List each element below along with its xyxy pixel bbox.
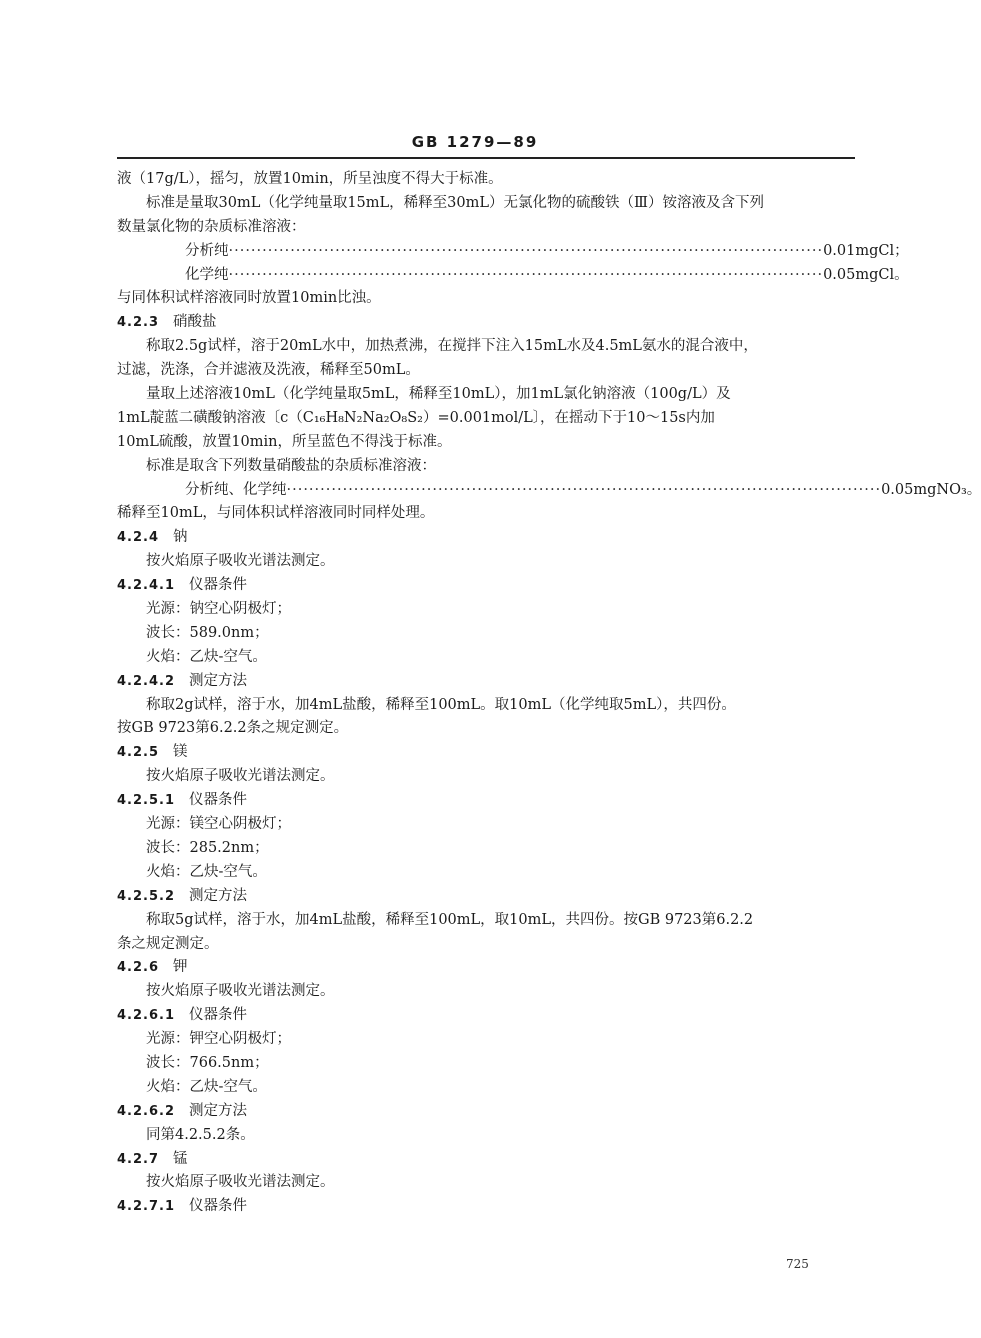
text-line: 稀释至10mL，与同体积试样溶液同时同样处理。 <box>117 505 435 522</box>
section-heading <box>117 311 857 335</box>
leader-value: 0.05mgNO₃。 <box>881 481 981 498</box>
text-line: 量取上述溶液10mL（化学纯量取5mL，稀释至10mL），加1mL氯化钠溶液（100g/L）及 <box>146 386 731 403</box>
section-title: 仪器条件 <box>189 1007 247 1024</box>
section-title: 仪器条件 <box>189 1198 247 1215</box>
document-body <box>117 168 981 1219</box>
text-line: 10mL硫酸，放置10min，所呈蓝色不得浅于标准。 <box>117 433 452 450</box>
section-title: 仪器条件 <box>189 792 247 809</box>
text-line: 标准是取含下列数量硝酸盐的杂质标准溶液： <box>146 457 436 474</box>
text-line: 液（17g/L），摇匀，放置10min，所呈浊度不得大于标准。 <box>117 171 503 187</box>
text-line: 过滤，洗涤，合并滤液及洗液，稀释至50mL。 <box>117 362 420 379</box>
section-title: 测定方法 <box>189 672 247 689</box>
section-heading <box>117 526 857 550</box>
leader-value: 0.01mgCl； <box>823 242 909 259</box>
text-line: 标准是量取30mL（化学纯量取15mL，稀释至30mL）无氯化物的硫酸铁（Ⅲ）铵溶液及含下列 <box>146 194 764 211</box>
section-number: 4.2.3 <box>117 315 160 331</box>
section-number: 4.2.4 <box>117 530 160 546</box>
section-heading <box>117 670 857 694</box>
text-line: 称取5g试样，溶于水，加4mL盐酸，稀释至100mL，取10mL，共四份。按GB 9723第6.2.2 <box>146 911 754 928</box>
text-line: 波长：589.0nm； <box>146 624 269 641</box>
leader-dots: ·········································································································· <box>228 242 824 259</box>
leader-label: 分析纯、化学纯 <box>185 481 287 498</box>
header-rule <box>117 157 855 159</box>
section-heading <box>117 1100 857 1124</box>
text-line: 条之规定测定。 <box>117 935 219 952</box>
section-title: 钾 <box>173 959 188 976</box>
section-number: 4.2.4.1 <box>117 578 175 594</box>
section-title: 硝酸盐 <box>173 314 217 331</box>
text-line: 光源：钠空心阴极灯； <box>146 601 291 618</box>
section-number: 4.2.5.2 <box>117 888 175 904</box>
section-number: 4.2.5 <box>117 745 160 761</box>
leader-value: 0.05mgCl。 <box>823 266 909 283</box>
text-line: 按GB 9723第6.2.2条之规定测定。 <box>117 720 349 737</box>
section-title: 锰 <box>173 1150 188 1167</box>
text-line: 按火焰原子吸收光谱法测定。 <box>146 1174 335 1191</box>
text-line: 光源：镁空心阴极灯； <box>146 816 291 833</box>
text-line: 火焰：乙炔-空气。 <box>146 648 267 665</box>
text-line: 火焰：乙炔-空气。 <box>146 863 267 880</box>
text-line: 火焰：乙炔-空气。 <box>146 1078 267 1095</box>
leader-label: 分析纯 <box>185 242 229 259</box>
section-number: 4.2.6.1 <box>117 1008 175 1024</box>
text-line: 波长：285.2nm； <box>146 839 269 856</box>
section-number: 4.2.6.2 <box>117 1103 175 1119</box>
leader-dots: ·········································································································· <box>286 481 882 498</box>
section-title: 测定方法 <box>189 1102 247 1119</box>
section-number: 4.2.6 <box>117 960 160 976</box>
section-number: 4.2.7.1 <box>117 1199 175 1215</box>
leader-line <box>117 240 909 264</box>
section-number: 4.2.7 <box>117 1151 160 1167</box>
section-heading <box>117 1004 857 1028</box>
text-line: 1mL靛蓝二磺酸钠溶液〔c（C₁₆H₈N₂Na₂O₈S₂）=0.001mol/L〕，在摇动下于10～15s内加 <box>117 409 715 426</box>
section-title: 仪器条件 <box>189 577 247 594</box>
page-header: GB 1279—89 <box>411 133 539 151</box>
text-line: 光源：钾空心阴极灯； <box>146 1031 291 1048</box>
section-heading <box>117 741 857 765</box>
text-line: 与同体积试样溶液同时放置10min比浊。 <box>117 290 381 307</box>
text-line: 称取2.5g试样，溶于20mL水中，加热煮沸，在搅拌下注入15mL水及4.5mL氨水的混合液中， <box>146 338 758 355</box>
text-line: 波长：766.5nm； <box>146 1054 269 1071</box>
text-line: 按火焰原子吸收光谱法测定。 <box>146 553 335 570</box>
page-number: 725 <box>786 1257 809 1271</box>
section-heading <box>117 789 857 813</box>
leader-dots: ·········································································································· <box>228 266 824 283</box>
section-number: 4.2.4.2 <box>117 673 175 689</box>
section-heading <box>117 956 857 980</box>
text-line: 称取2g试样，溶于水，加4mL盐酸，稀释至100mL。取10mL（化学纯取5mL），共四份。 <box>146 696 736 713</box>
section-title: 测定方法 <box>189 887 247 904</box>
section-heading <box>117 1148 857 1172</box>
section-heading <box>117 574 857 598</box>
text-line: 按火焰原子吸收光谱法测定。 <box>146 768 335 785</box>
leader-line <box>117 479 981 503</box>
text-line: 同第4.2.5.2条。 <box>146 1126 255 1143</box>
text-line: 按火焰原子吸收光谱法测定。 <box>146 983 335 1000</box>
section-number: 4.2.5.1 <box>117 793 175 809</box>
section-title: 钠 <box>173 529 188 546</box>
leader-line <box>117 264 909 288</box>
section-heading <box>117 885 857 909</box>
text-line: 数量氯化物的杂质标准溶液： <box>117 218 306 235</box>
section-title: 镁 <box>173 744 188 761</box>
section-heading <box>117 1195 857 1219</box>
leader-label: 化学纯 <box>185 266 229 283</box>
